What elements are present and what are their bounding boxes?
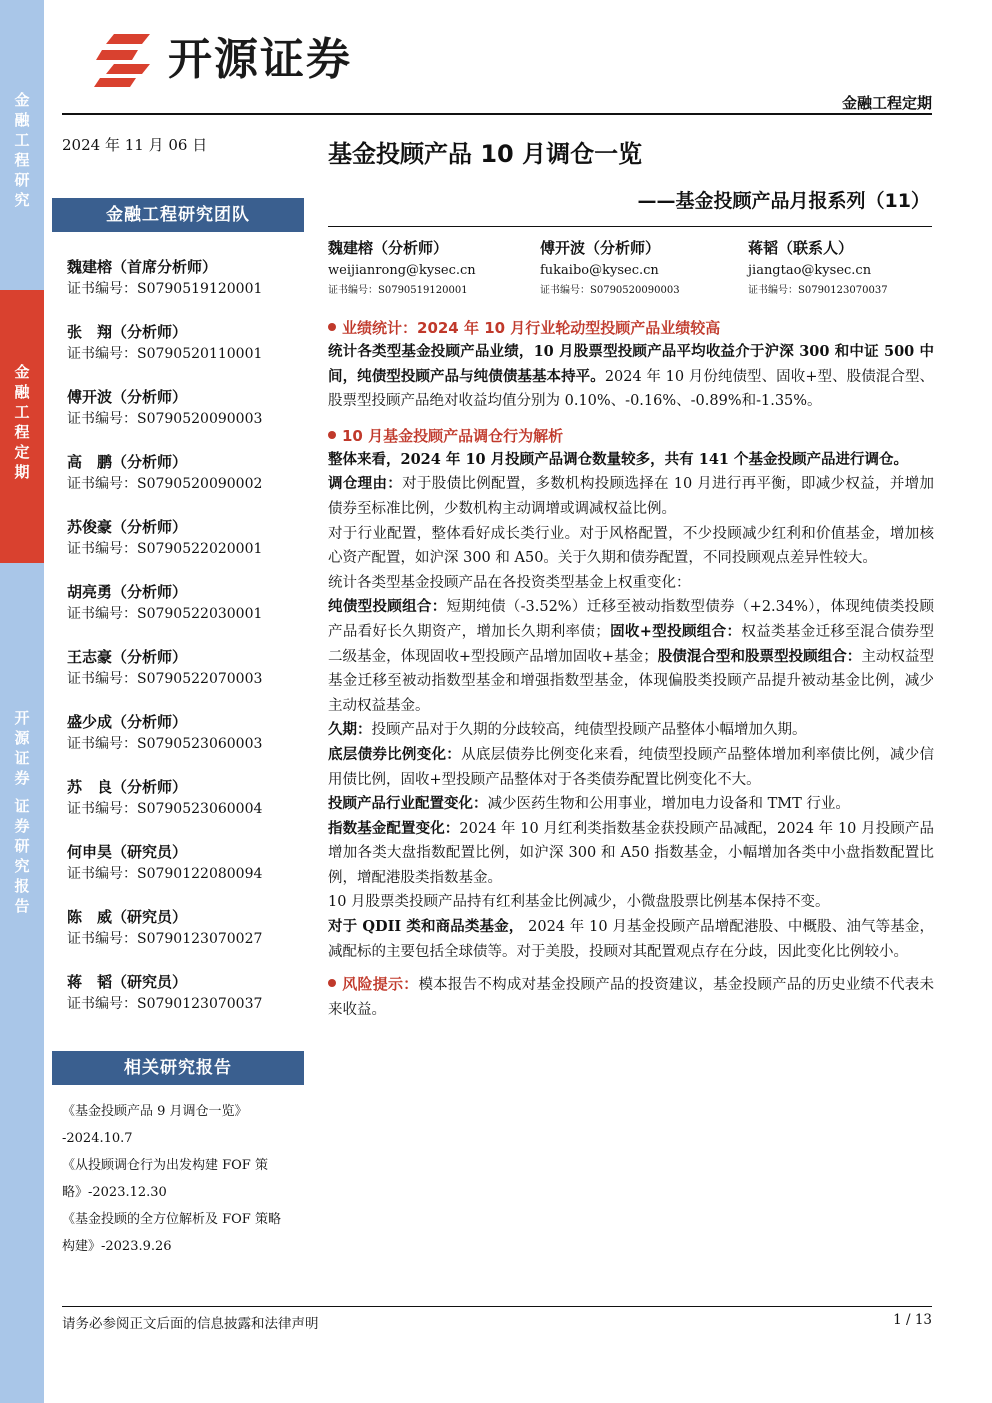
risk-paragraph: [328, 972, 934, 1022]
brand-mark-icon: [92, 32, 156, 88]
analyst-name: 胡亮勇（分析师）: [67, 583, 188, 601]
side-label-char: 证: [14, 797, 30, 815]
side-label-char: 券: [14, 817, 30, 835]
plain-text: 2024 年 10 月基金投顾产品增配港股、中概股、油气等基金，减配标的主要包括全球债等。对于美股，投顾对其配置观点存在分歧，因此变化比例较小。: [328, 919, 934, 960]
footer-rule: [62, 1306, 932, 1307]
risk-label: 风险提示：: [342, 975, 419, 994]
report-subtitle: ——基金投顾产品月报系列（11）: [637, 190, 930, 212]
side-label-char: 融: [14, 383, 30, 401]
analyst-name: 何申昊（研究员）: [67, 843, 188, 861]
report-body: [328, 314, 934, 1022]
author-block: [328, 236, 932, 306]
paragraph: [328, 595, 934, 718]
side-label-char: 工: [14, 403, 30, 421]
brand-name: 开源证券: [168, 34, 352, 85]
bullet-dot-icon: [328, 431, 336, 439]
side-label-char: 程: [14, 423, 30, 441]
side-label-char: 券: [14, 769, 30, 787]
related-heading: 相关研究报告: [52, 1051, 304, 1085]
analyst-item: [67, 451, 307, 516]
title-rule: [328, 226, 932, 227]
analyst-item: [67, 841, 307, 906]
side-label-char: 期: [14, 463, 30, 481]
plain-text: 10 月股票类投顾产品持有红利基金比例减少，小微盘股票比例基本保持不变。: [328, 894, 830, 911]
brand-logo: [92, 28, 392, 92]
bold-label: 指数基金配置变化：: [328, 819, 460, 837]
risk-heading: [328, 975, 418, 993]
related-reports: [62, 1098, 308, 1260]
paragraph: [328, 792, 934, 817]
bold-label: 调仓理由：: [328, 475, 403, 493]
analyst-item: [67, 516, 307, 581]
side-label-bottom: [0, 708, 44, 916]
bold-label: 对于 QDII 类和商品类基金，: [328, 918, 524, 936]
side-label-char: 开: [14, 709, 30, 727]
author-name: 魏建榕（分析师）: [328, 239, 449, 257]
author-item: [748, 236, 888, 300]
bold-label: 固收+型投顾组合：: [609, 622, 742, 640]
analyst-item: [67, 646, 307, 711]
analyst-name: 苏俊豪（分析师）: [67, 518, 188, 536]
report-title: 基金投顾产品 10 月调仓一览: [328, 140, 643, 168]
paragraph: [328, 448, 934, 473]
analyst-cert: 证书编号：S0790122080094: [67, 866, 263, 882]
paragraph: [328, 522, 934, 571]
paragraph: [328, 472, 934, 521]
page-number: 1 / 13: [893, 1312, 932, 1328]
paragraph: [328, 890, 934, 915]
plain-text: 权益类基金迁移至混合债券型二级基金，体现固收+型投顾产品增加固收+基金；: [328, 623, 935, 665]
side-label-middle: [0, 362, 44, 482]
plain-text: 从底层债券比例变化来看，纯债型投顾产品整体增加利率债比例，减少信用债比例，固收+型投顾产品整体对于各类债券配置比例变化不大。: [328, 746, 935, 788]
paragraph: [328, 817, 934, 891]
bold-label: 投顾产品行业配置变化：: [328, 795, 488, 813]
analyst-cert: 证书编号：S0790123070037: [67, 996, 263, 1012]
paragraph: [328, 718, 934, 743]
side-label-char: [0, 788, 44, 796]
side-label-char: 程: [14, 151, 30, 169]
author-item: [540, 236, 680, 300]
analyst-cert: 证书编号：S0790123070027: [67, 931, 263, 947]
plain-text: 减少医药生物和公用事业，增加电力设备和 TMT 行业。: [487, 796, 850, 813]
plain-text: 短期纯债（-3.52%）迁移至被动指数型债券（+2.34%），体现纯债类投顾产品看好长久期资产，增加长久期利率债；: [328, 599, 934, 640]
footer-disclaimer[interactable]: 请务必参阅正文后面的信息披露和法律声明: [62, 1316, 319, 1332]
analyst-list: [67, 256, 307, 1036]
author-name: 傅开波（分析师）: [540, 239, 661, 257]
side-label-char: 究: [14, 191, 30, 209]
related-report-line[interactable]: 《从投顾调仓行为出发构建 FOF 策: [62, 1158, 268, 1173]
analyst-cert: 证书编号：S0790522070003: [67, 671, 263, 687]
plain-text: 模本报告不构成对基金投顾产品的投资建议，基金投顾产品的历史业绩不代表未来收益。: [328, 977, 934, 1018]
analyst-cert: 证书编号：S0790520110001: [67, 346, 263, 362]
analyst-name: 蒋 韬（研究员）: [67, 973, 188, 991]
analyst-cert: 证书编号：S0790523060004: [67, 801, 263, 817]
section-title: 10 月基金投顾产品调仓行为解析: [342, 426, 564, 445]
side-label-char: 源: [14, 729, 30, 747]
analyst-name: 傅开波（分析师）: [67, 388, 188, 406]
header-rule: [62, 113, 932, 115]
analyst-item: [67, 906, 307, 971]
analyst-item: [67, 711, 307, 776]
bullet-dot-icon: [328, 323, 336, 331]
analyst-name: 盛少成（分析师）: [67, 713, 188, 731]
analyst-name: 陈 威（研究员）: [67, 908, 188, 926]
author-cert: 证书编号：S0790123070037: [748, 285, 888, 296]
plain-text: 2024 年 10 月份纯债型、固收+型、股债混合型、股票型投顾产品绝对收益均值分别为 0.10%、-0.16%、-0.89%和-1.35%。: [328, 368, 935, 410]
analyst-item: [67, 321, 307, 386]
related-report-line[interactable]: 略》-2023.12.30: [62, 1185, 167, 1200]
side-label-char: 报: [14, 877, 30, 895]
side-label-char: 究: [14, 857, 30, 875]
side-label-char: 金: [14, 91, 30, 109]
paragraph: [328, 340, 934, 414]
bold-text: 整体来看，2024 年 10 月投顾产品调仓数量较多，共有 141 个基金投顾产品进行调仓。: [328, 450, 909, 468]
analyst-item: [67, 386, 307, 451]
author-cert: 证书编号：S0790520090003: [540, 285, 680, 296]
plain-text: 主动权益型基金迁移至被动指数型基金和增强指数型基金，体现偏股类投顾产品提升被动基金比例，减少主动权益基金。: [328, 648, 934, 714]
bold-text: 统计各类型基金投顾产品业绩，10 月股票型投顾产品平均收益介于沪深 300 和中证 500 中间，纯债型投顾产品与纯债债基基本持平。: [328, 343, 934, 385]
bold-label: 久期：: [328, 721, 372, 739]
side-label-char: 证: [14, 749, 30, 767]
author-cert: 证书编号：S0790519120001: [328, 285, 468, 296]
side-band: [0, 0, 44, 1403]
analyst-name: 张 翔（分析师）: [67, 323, 188, 341]
bold-label: 底层债券比例变化：: [328, 745, 462, 763]
report-date: 2024 年 11 月 06 日: [62, 136, 208, 154]
analyst-name: 高 鹏（分析师）: [67, 453, 188, 471]
author-name: 蒋韬（联系人）: [748, 239, 854, 257]
plain-text: 投顾产品对于久期的分歧较高，纯债型投顾产品整体小幅增加久期。: [371, 722, 807, 739]
section-heading: [328, 316, 934, 340]
related-report-line[interactable]: 《基金投顾产品 9 月调仓一览》: [62, 1104, 248, 1119]
bold-label: 纯债型投顾组合：: [328, 598, 447, 616]
side-label-char: 研: [14, 171, 30, 189]
bold-label: 股债混合型和股票型投顾组合：: [657, 647, 862, 665]
analyst-cert: 证书编号：S0790519120001: [67, 281, 263, 297]
analyst-item: [67, 256, 307, 321]
analyst-item: [67, 581, 307, 646]
analyst-item: [67, 776, 307, 841]
analyst-name: 魏建榕（首席分析师）: [67, 258, 218, 276]
section-heading: [328, 424, 934, 448]
analyst-item: [67, 971, 307, 1036]
paragraph: [328, 571, 934, 596]
author-item: [328, 236, 476, 300]
analyst-name: 王志豪（分析师）: [67, 648, 188, 666]
plain-text: 统计各类型基金投顾产品在各投资类型基金上权重变化：: [328, 574, 691, 591]
side-label-char: 工: [14, 131, 30, 149]
paragraph: [328, 915, 934, 964]
side-label-char: 研: [14, 837, 30, 855]
side-label-char: 定: [14, 443, 30, 461]
analyst-cert: 证书编号：S0790520090003: [67, 411, 263, 427]
author-email[interactable]: weijianrong@kysec.cn: [328, 263, 476, 278]
analyst-cert: 证书编号：S0790522020001: [67, 541, 263, 557]
side-label-char: 融: [14, 111, 30, 129]
plain-text: 2024 年 10 月红利类指数基金获投顾产品减配，2024 年 10 月投顾产品增加各类大盘指数配置比例，如沪深 300 和 A50 指数基金，小幅增加各类中小盘指数配置比例，增配港股类指数基金。: [328, 820, 935, 886]
related-report-line[interactable]: 《基金投顾的全方位解析及 FOF 策略: [62, 1212, 281, 1227]
plain-text: 对于股债比例配置，多数机构投顾选择在 10 月进行再平衡，即减少权益，并增加债券至标准比例，少数机构主动调增或调减权益比例。: [328, 476, 934, 517]
plain-text: 对于行业配置，整体看好成长类行业。对于风格配置，不少投顾减少红利和价值基金，增加核心资产配置，如沪深 300 和 A50。关于久期和债券配置，不同投顾观点差异性较大。: [328, 525, 934, 567]
related-report-line[interactable]: 构建》-2023.9.26: [62, 1239, 172, 1254]
header-tag: 金融工程定期: [841, 94, 932, 112]
analyst-cert: 证书编号：S0790523060003: [67, 736, 263, 752]
analyst-cert: 证书编号：S0790522030001: [67, 606, 263, 622]
analyst-cert: 证书编号：S0790520090002: [67, 476, 263, 492]
section-title: 业绩统计：2024 年 10 月行业轮动型投顾产品业绩较高: [342, 319, 721, 337]
related-report-line[interactable]: -2024.10.7: [62, 1131, 133, 1146]
side-label-char: 告: [14, 897, 30, 915]
paragraph: [328, 743, 934, 792]
side-label-top: [0, 90, 44, 210]
team-heading: 金融工程研究团队: [52, 198, 304, 232]
side-label-char: 金: [14, 363, 30, 381]
author-email[interactable]: fukaibo@kysec.cn: [540, 263, 659, 278]
analyst-name: 苏 良（分析师）: [67, 778, 188, 796]
bullet-dot-icon: [328, 979, 336, 987]
author-email[interactable]: jiangtao@kysec.cn: [748, 263, 872, 278]
